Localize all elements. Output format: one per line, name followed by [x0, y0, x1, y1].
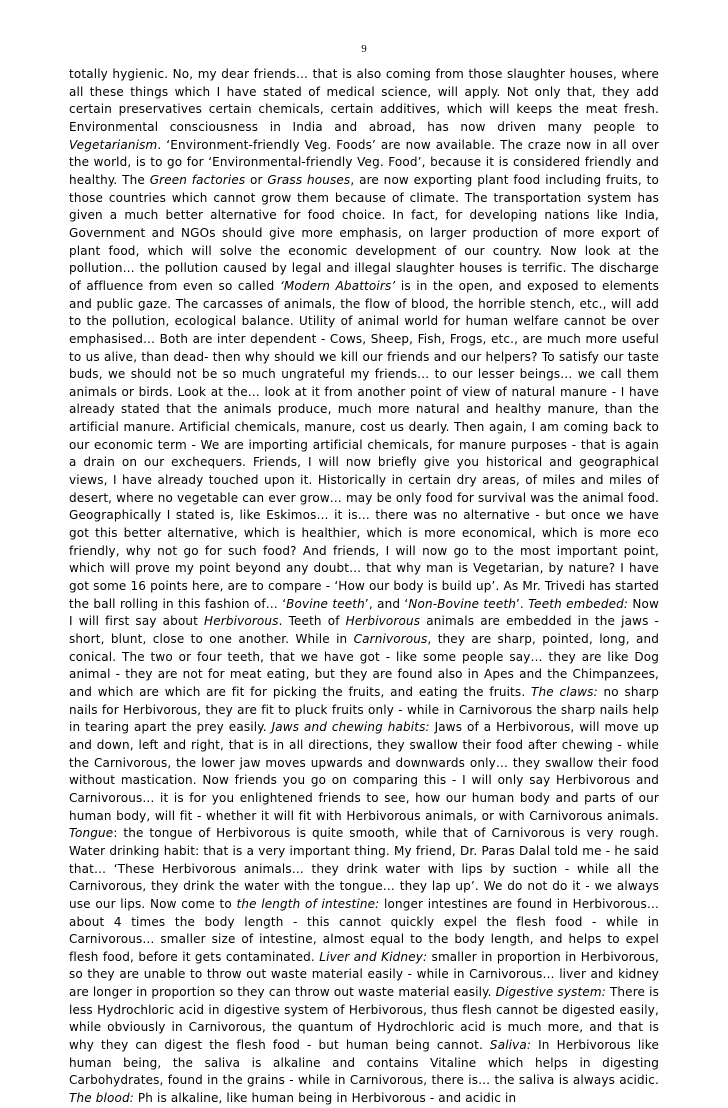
text-run: : the tongue of Herbivorous is quite smooth, while that of Carnivorous is very rough. Water drinking habit: that is a very important thing. My friend, Dr. Paras Dalal told me - he said that… ‘These Herbivorous animals… they drink water with lips by suction - while all the Carnivorous, they drink the water with the tongue… they lap up’. We do not do it - we always use our lips. Now come to [69, 826, 659, 911]
text-run: longer intestines are found in Herbivorous… about 4 times the body length - this cannot quickly expel the flesh food - while in Carnivorous… smaller size of intestine, almost equal to the body length, and helps to expel flesh food, before it gets contaminated. [69, 896, 660, 964]
text-run: In Herbivorous like human being, the saliva is alkaline and contains Vitaline which helps in digesting Carbohydrates, found in the grains - while in Carnivorous, there is… the saliva is always acidic. [69, 1038, 659, 1088]
text-run: animals are embedded in the jaws - short, blunt, close to one another. While in [69, 614, 659, 646]
italic-text-run: Herbivorous [204, 614, 279, 629]
italic-text-run: Jaws and chewing habits: [271, 720, 430, 735]
italic-text-run: Liver and Kidney: [319, 949, 428, 964]
text-run: Jaws of a Herbivorous, will move up and down, left and right, that is in all directions, they swallow their food after chewing - while the Carnivorous, the lower jaw moves upwards and downwards only… they swallow their food without mastication. Now friends you go on comparing this - I will only say Herbivorous and Carnivorous… it is for you enlightened friends to see, how our human body and parts of our human body, will fit - whether it will fit with Herbivorous animals, or with Carnivorous animals. [69, 720, 659, 823]
text-run: , they are sharp, pointed, long, and conical. The two or four teeth, that we have got - like some people say… they are like Dog animal - they are not for meat eating, but they are found also in Apes and the Chimpanzees, and which are which are fit for picking the fruits, and eating the fruits. [69, 632, 659, 699]
italic-text-run: Bovine teeth [286, 596, 365, 611]
italic-text-run: Teeth embeded: [528, 596, 629, 611]
text-run: ’. [515, 596, 529, 611]
body-paragraph [69, 66, 659, 1108]
text-run: There is less Hydrochloric acid in digestive system of Herbivorous, thus flesh cannot be digested easily, while obviously in Carnivorous, the quantum of Hydrochloric acid is much more, and that is why they can digest the flesh food - but human being cannot. [69, 985, 660, 1053]
italic-text-run: Green factories [149, 172, 246, 187]
italic-text-run: Vegetarianism [69, 137, 158, 152]
text-run: or [245, 172, 268, 187]
text-run: ’, and ‘ [364, 596, 409, 611]
text-run: smaller in proportion in Herbivorous, so they are unable to throw out waste material easily - while in Carnivorous… liver and kidney are longer in proportion so they can throw out waste material easily. [69, 949, 659, 1000]
italic-text-run: Non-Bovine teeth [408, 596, 516, 611]
text-run: no sharp nails for Herbivorous, they are fit to pluck fruits only - while in Carnivorous the sharp nails help in tearing apart the prey easily. [69, 684, 659, 735]
italic-text-run: Digestive system: [495, 985, 606, 1000]
text-run: totally hygienic. No, my dear friends… that is also coming from those slaughter houses, where all these things which I have stated of medical science, will apply. Not only that, they add certain preservatives certain chemicals, certain additives, which will keeps the meat fresh. Environmental consciousness in India and abroad, has now driven many people to [69, 67, 659, 134]
text-run: Ph is alkaline, like human being in Herbivorous - and acidic in [133, 1091, 517, 1106]
italic-text-run: The claws: [531, 684, 598, 699]
italic-text-run: ‘Modern Abattoirs’ [279, 278, 396, 293]
italic-text-run: Grass houses [267, 172, 351, 187]
text-run: . Teeth of [278, 614, 346, 629]
italic-text-run: Saliva: [489, 1038, 532, 1053]
page-number: 9 [361, 43, 367, 55]
text-run: Now I will first say about [69, 596, 659, 629]
text-run: , are now exporting plant food including fruits, to those countries which cannot grow them because of climate. The transportation system has given a much better alternative for food choice. In fact, for developing nations like India, Government and NGOs should give more emphasis, on larger production of more export of plant food, which will solve the economic development of our country. Now look at the pollution… the pollution caused by legal and illegal slaughter houses is terrific. The discharge of affluence from even so called [69, 172, 659, 293]
italic-text-run: The blood: [69, 1091, 134, 1106]
italic-text-run: Herbivorous [345, 614, 421, 629]
text-run: is in the open, and exposed to elements and public gaze. The carcasses of animals, the flow of blood, the horrible stench, etc., will add to the pollution, ecological balance. Utility of animal world for human welfare cannot be over emphasised… Both are inter dependent - Cows, Sheep, Fish, Frogs, etc., are much more useful to us alive, than dead- then why should we kill our friends and our helpers? To satisfy our taste buds, we should not be so much ungrateful my friends… to our lesser beings… we call them animals or birds. Look at the… look at it from another point of view of natural manure - I have already stated that the animals produce, much more natural and healthy manure, than the artificial manure. Artificial chemicals, manure, cost us dearly. Then again, I am coming back to our economic term - We are importing artificial chemicals, for manure purposes - that is again a drain on our exchequers. Friends, I will now briefly give you historical and geographical views, I have already touched upon it. Historically in certain dry areas, of miles and miles of desert, where no vegetable can ever grow… may be only food for survival was the animal food. Geographically I stated is, like Eskimos… it is… there was no alternative - but once we have got this better alternative, which is healthier, which is more economical, which is more eco friendly, why not go for such food? And friends, I will now go to the most important point, which will prove my point beyond any doubt… that why man is Vegetarian, by nature? I have got some 16 points here, are to compare - ‘How our body is build up’. As Mr. Trivedi has started the ball rolling in this fashion of… ‘ [69, 278, 659, 611]
italic-text-run: Tongue [69, 826, 114, 841]
text-run: . ‘Environment-friendly Veg. Foods’ are now available. The craze now in all over the world, is to go for ‘Environmental-friendly Veg. Food’, because it is considered friendly and healthy. The [69, 137, 659, 187]
italic-text-run: Carnivorous [353, 632, 428, 646]
italic-text-run: the length of intestine: [236, 896, 380, 911]
